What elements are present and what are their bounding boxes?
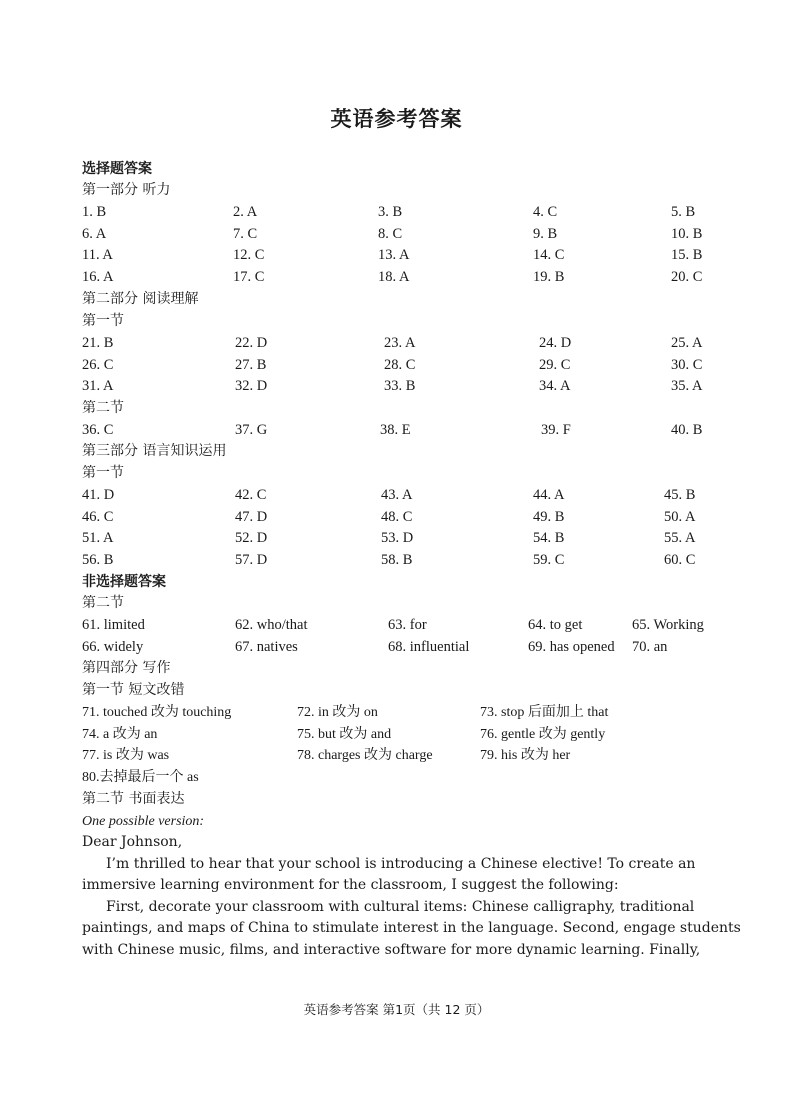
answer-cell: 59. C [533, 552, 565, 569]
answer-cell: 43. A [381, 487, 413, 503]
answer-cell: 68. influential [388, 638, 470, 655]
answer-cell: 37. G [235, 422, 268, 438]
nonchoice-header: 非选择题答案 [82, 574, 166, 590]
answer-cell: 77. is 改为 was [82, 748, 170, 764]
answer-cell: 75. but 改为 and [297, 726, 392, 742]
answer-cell: 9. B [533, 225, 558, 242]
subsection-grammar-fill: 第二节 [82, 595, 124, 611]
answer-cell: 48. C [381, 508, 413, 525]
answer-cell: 11. A [82, 247, 113, 264]
answer-cell: 16. A [82, 269, 114, 286]
answer-cell: 50. A [664, 508, 696, 525]
answer-cell: 14. C [533, 247, 565, 264]
answer-cell: 67. natives [235, 638, 298, 655]
answer-cell: 45. B [664, 487, 696, 503]
subsection-reading-2: 第二节 [82, 400, 124, 416]
answer-cell: 33. B [384, 378, 416, 395]
answer-cell: 30. C [671, 356, 703, 373]
answer-cell: 19. B [533, 269, 565, 286]
essay-line: with Chinese music, films, and interactive software for more dynamic learning. Finally, [82, 941, 701, 958]
answer-cell: 29. C [539, 356, 571, 373]
answer-cell: 51. A [82, 530, 114, 547]
answer-cell: 44. A [533, 487, 565, 503]
answer-cell: 70. an [632, 638, 668, 655]
essay-version-label: One possible version: [82, 814, 205, 829]
answer-cell: 36. C [82, 422, 114, 438]
essay-line: immersive learning environment for the classroom, I suggest the following: [82, 877, 619, 894]
subsection-cloze: 第一节 [82, 465, 124, 481]
answer-cell: 22. D [235, 335, 268, 351]
answer-cell: 1. B [82, 204, 107, 220]
answer-cell: 60. C [664, 552, 696, 569]
answer-cell: 20. C [671, 269, 703, 286]
choice-header: 选择题答案 [82, 161, 152, 177]
answer-cell: 56. B [82, 552, 114, 569]
answer-cell: 17. C [233, 269, 265, 286]
answer-cell: 69. has opened [528, 638, 615, 655]
section-writing: 第四部分 写作 [82, 660, 171, 676]
answer-cell: 5. B [671, 204, 696, 220]
subsection-reading-1: 第一节 [82, 313, 124, 329]
answer-cell: 18. A [378, 269, 410, 286]
answer-cell: 31. A [82, 378, 114, 395]
answer-cell: 35. A [671, 378, 703, 395]
answer-cell: 13. A [378, 247, 410, 264]
answer-cell: 32. D [235, 378, 268, 395]
answer-cell: 53. D [381, 530, 414, 547]
answer-cell: 40. B [671, 422, 703, 438]
answer-cell: 72. in 改为 on [297, 705, 378, 720]
answer-cell: 65. Working [632, 617, 704, 633]
answer-cell: 8. C [378, 225, 403, 242]
subsection-correction: 第一节 短文改错 [82, 682, 185, 698]
section-reading: 第二部分 阅读理解 [82, 291, 199, 307]
answer-cell: 80.去掉最后一个 as [82, 770, 199, 786]
answer-cell: 12. C [233, 247, 265, 264]
answer-cell: 66. widely [82, 638, 144, 655]
answer-cell: 57. D [235, 552, 268, 569]
subsection-essay: 第二节 书面表达 [82, 791, 185, 807]
page-footer: 英语参考答案 第1页（共 12 页） [303, 1002, 490, 1017]
essay-line: paintings, and maps of China to stimulate interest in the language. Second, engage students [82, 920, 741, 937]
answer-cell: 78. charges 改为 charge [297, 748, 433, 764]
answer-cell: 63. for [388, 617, 427, 633]
answer-cell: 42. C [235, 487, 267, 503]
answer-cell: 62. who/that [235, 617, 308, 633]
answer-cell: 3. B [378, 204, 403, 220]
answer-cell: 47. D [235, 508, 268, 525]
answer-cell: 55. A [664, 530, 696, 547]
answer-cell: 34. A [539, 378, 571, 395]
answer-cell: 28. C [384, 356, 416, 373]
section-language: 第三部分 语言知识运用 [82, 443, 227, 459]
answer-cell: 46. C [82, 508, 114, 525]
answer-cell: 73. stop 后面加上 that [480, 705, 609, 720]
section-listening: 第一部分 听力 [82, 182, 171, 198]
answer-cell: 49. B [533, 508, 565, 525]
answer-cell: 76. gentle 改为 gently [480, 726, 606, 742]
answer-cell: 4. C [533, 204, 558, 220]
answer-cell: 6. A [82, 225, 107, 242]
essay-line: First, decorate your classroom with cultural items: Chinese calligraphy, traditional [106, 898, 695, 915]
answer-cell: 26. C [82, 356, 114, 373]
answer-cell: 21. B [82, 335, 114, 351]
answer-cell: 61. limited [82, 617, 145, 633]
answer-cell: 52. D [235, 530, 268, 547]
answer-cell: 24. D [539, 335, 572, 351]
answer-cell: 74. a 改为 an [82, 726, 158, 742]
essay-body [82, 832, 741, 962]
answer-cell: 7. C [233, 225, 258, 242]
answer-cell: 71. touched 改为 touching [82, 705, 232, 720]
page-title: 英语参考答案 [330, 107, 463, 131]
answer-cell: 39. F [541, 422, 571, 438]
answer-cell: 54. B [533, 530, 565, 547]
answer-cell: 58. B [381, 552, 413, 569]
answer-cell: 10. B [671, 225, 703, 242]
answer-cell: 41. D [82, 487, 115, 503]
essay-salutation: Dear Johnson, [82, 834, 183, 850]
answer-cell: 25. A [671, 335, 703, 351]
answer-cell: 2. A [233, 204, 258, 220]
answer-cell: 23. A [384, 335, 416, 351]
answer-cell: 64. to get [528, 617, 583, 633]
answer-cell: 15. B [671, 247, 703, 264]
answer-cell: 38. E [380, 422, 411, 438]
essay-line: I’m thrilled to hear that your school is introducing a Chinese elective! To create an [106, 855, 696, 872]
answer-cell: 27. B [235, 356, 267, 373]
answer-cell: 79. his 改为 her [480, 748, 571, 764]
